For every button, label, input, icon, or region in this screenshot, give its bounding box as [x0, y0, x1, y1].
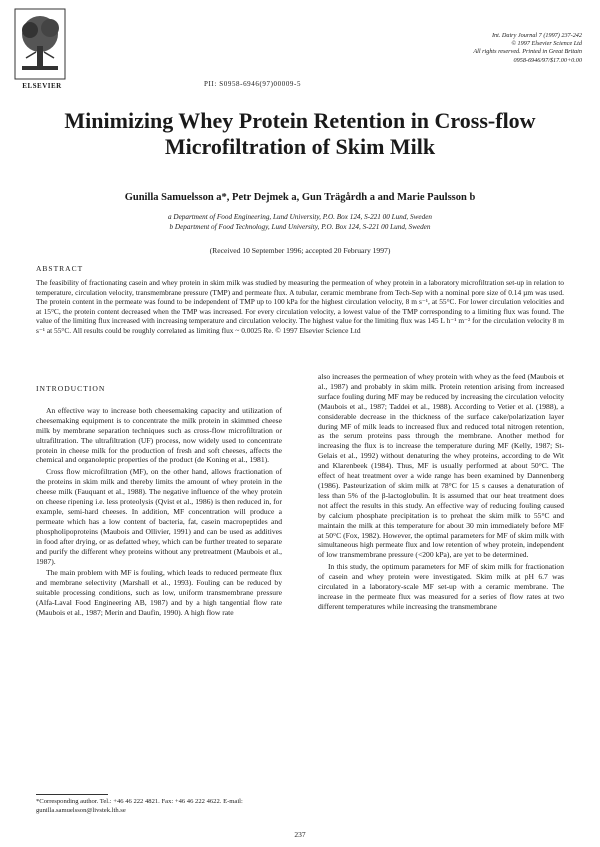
abstract-text: The feasibility of fractionating casein and whey protein in skim milk was studied by measuring the permeation of whey protein in a laboratory microfiltration set-up in relation to temperature, circulation velocity, transmembrane pressure (TMP) and permeate flux. A tubular, ceramic membrane from Tech-Sep with a nominal pore size of 0.14 µm was used. The protein content in the permeate was found to be independent of TMP up to 100 kPa for the highest circulation velocity, 8 m s⁻¹, at 55°C. For lower circulation velocities and at 15°C, the protein content decreased when the TMP was increased. For every circulation velocity, a lowest value of the TMP corresponding to a limiting flux was found. The value of the limiting flux increased with increasing temperature and circulation velocity. The highest value for the limiting flux was 145 L h⁻¹ m⁻² for the circulation velocity 8 m s⁻¹ at 55°C. All results could be roughly correlated as limiting flux ~ 0.0025 Re. © 1997 Elsevier Science Ltd [36, 278, 564, 335]
page-number: 237 [294, 830, 306, 839]
publisher-name: ELSEVIER [22, 82, 62, 90]
abstract-heading: ABSTRACT [36, 264, 84, 273]
pii-identifier: PII: S0958-6946(97)00009-5 [204, 80, 302, 88]
title-line-1: Minimizing Whey Protein Retention in Cross-flow [64, 108, 536, 133]
right-column [318, 372, 564, 614]
title-line-2: Microfiltration of Skim Milk [164, 134, 436, 159]
affiliation-a: a Department of Food Engineering, Lund University, P.O. Box 124, S-221 00 Lund, Sweden [168, 213, 432, 221]
body-paragraph: The main problem with MF is fouling, which leads to reduced permeate flux and membrane selectivity (Marshall et al., 1993). Fouling can be reduced by suitable processing conditions, such as low, uniform transmembrane pressure (Alfa-Laval Food Engineering AB, 1987) and by a high tangential flow rate (Maubois et al., 1987; Merin and Daufin, 1990). A high flow rate [36, 568, 282, 618]
received-dates: (Received 10 September 1996; accepted 20 February 1997) [209, 246, 391, 255]
rights-line: All rights reserved. Printed in Great Britain [473, 48, 582, 56]
tree-logo-icon [14, 8, 66, 80]
affiliation-b: b Department of Food Technology, Lund University, P.O. Box 124, S-221 00 Lund, Sweden [169, 223, 431, 231]
paper-title [30, 108, 570, 160]
issn-line: 0958-6946/97/$17.00+0.00 [513, 56, 582, 64]
journal-info [432, 32, 582, 65]
body-paragraph: Cross flow microfiltration (MF), on the other hand, allows fractionation of the proteins in skim milk and thereby limits the amount of whey protein in the cheese milk (Fauquant et al., 1988). The negative influence of the whey protein on cheese ripening i.e. less proteolysis (Qvist et al., 1986) is then reduced in, for example, semi-hard cheeses. In addition, MF concentration will produce a permeate which has a low content of bacteria, fat, casein macropeptides and phospholipoproteins (Maubois and Ollivier, 1991) and can be used as additives in food after drying, or as defatted whey, which can be further treated to separate and purify the different whey proteins without any pretreatment (Maubois et al., 1987). [36, 467, 282, 566]
author-list: Gunilla Samuelsson a*, Petr Dejmek a, Gun Trägårdh a and Marie Paulsson b [124, 192, 476, 203]
copyright-line: © 1997 Elsevier Science Ltd [511, 40, 582, 48]
introduction-heading: INTRODUCTION [36, 384, 106, 393]
footnote-divider [36, 794, 108, 795]
left-column [36, 372, 282, 620]
affiliations [60, 212, 540, 232]
body-paragraph-continued: also increases the permeation of whey protein with whey as the feed (Maubois et al., 1987) and probably in skim milk. Protein retention arising from increased surface fouling during MF may be reduced by increasing the circulation velocity (Maubois et al., 1987; Taddei et al., 1988). According to Vetier et al. (1988), a considerable decrease in the thickness of the surface cake/polarization layer during MF of milk leads to increased flux and reduced total nitrogen retention, as the serum proteins pass through the membrane. Another method for increasing the flux is to increase the temperature during MF (Kelly, 1987; St-Gelais et al., 1992) without denaturing the whey proteins, according to de Wit and Klarenbeek (1984). Thus, MF is usually performed at about 50°C. The effect of heat treatment over a wide range has been examined by Dannenberg (1986). Pasteurization of skim milk at 78°C for 15 s causes a denaturation of less than 5% of the β-lactoglobulin. It is assumed that our heat treatment does not affect the results in this study. An effective way of reducing fouling caused by calcium phosphate precipitation is to preheat the skim milk to 55°C and maintain the milk at this temperature for about 30 min immediately before MF at 50°C (Fox, 1982). However, the optimal parameters for MF of skim milk with simultaneous high permeate flux and low retention of whey protein, independent of low transmembrane pressure (<200 kPa), are yet to be determined. [318, 372, 564, 560]
corresponding-author-footnote: *Corresponding author. Tel.: +46 46 222 4821. Fax: +46 46 222 4622. E-mail: gunilla.samuelsson@livstek.lth.se [36, 798, 243, 814]
body-paragraph: In this study, the optimum parameters for MF of skim milk for fractionation of casein and whey protein were investigated. Skim milk at pH 6.7 was circulated in a laboratory-scale MF set-up with a ceramic membrane. The increase in the permeate flux was measured for a series of flow rates at two different temperatures while increasing the transmembrane [318, 562, 564, 611]
journal-citation: Int. Dairy Journal 7 (1997) 237-242 [491, 32, 582, 39]
body-paragraph: An effective way to increase both cheesemaking capacity and utilization of cheesemaking equipment is to concentrate the milk protein in skimmed cheese milk by membrane separation techniques such as cross-flow microfiltration or ultrafiltration. The ultrafiltration (UF) process, now widely used to concentrate protein in cheese milk for the production of fresh and soft cheeses, affects the chemical and organoleptic properties of the product (de Koning et al., 1981). [36, 405, 282, 465]
